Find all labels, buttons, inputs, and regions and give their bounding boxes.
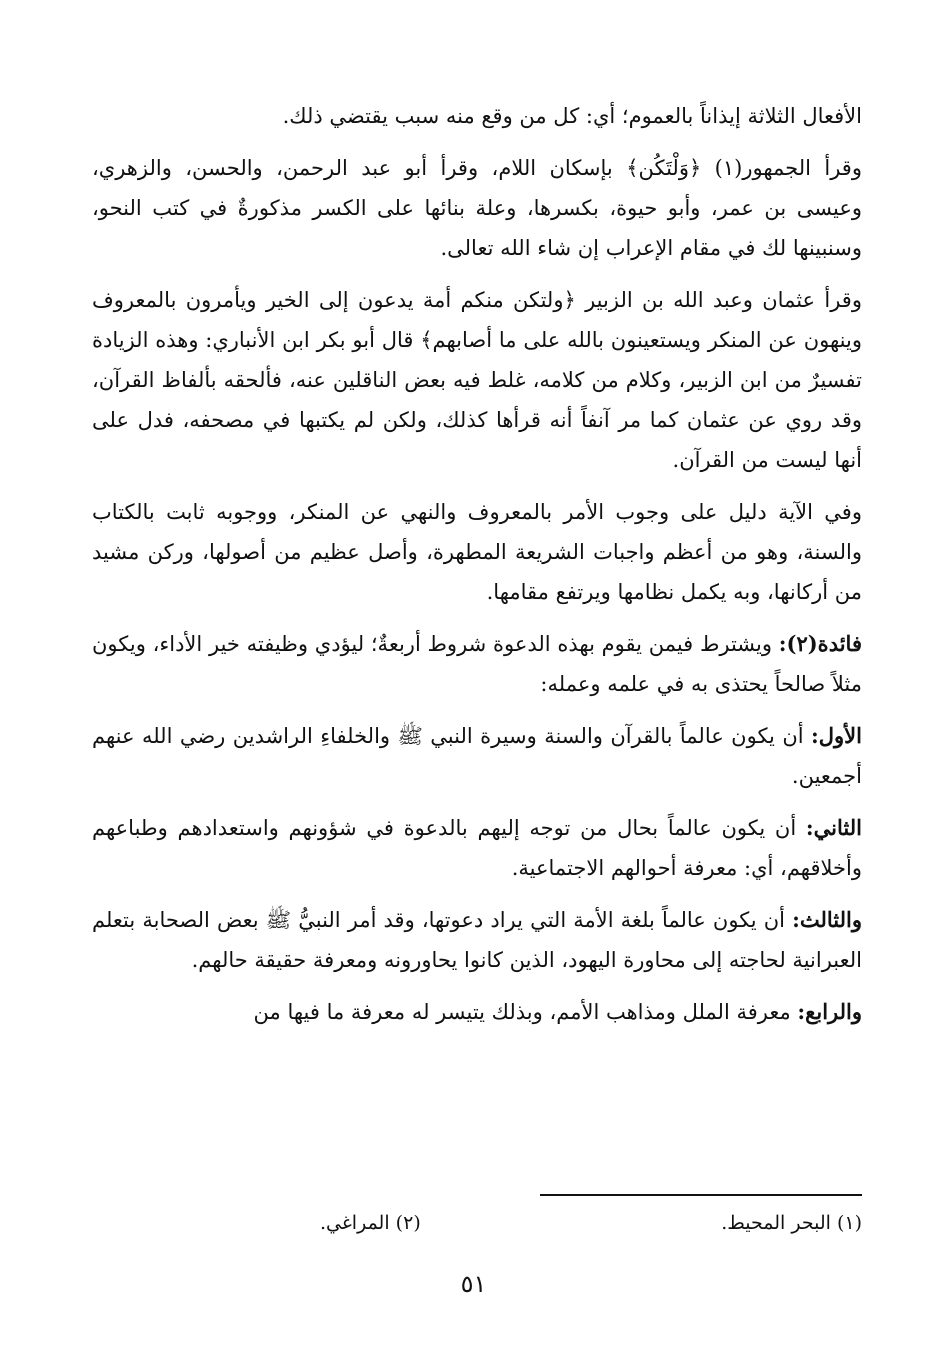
paragraph-5 bbox=[92, 624, 862, 704]
paragraph-text: الأفعال الثلاثة إيذاناً بالعموم؛ أي: كل من وقع منه سبب يقتضي ذلك. bbox=[282, 104, 862, 128]
footnote-divider bbox=[540, 1194, 862, 1196]
paragraph-lead: الأول: bbox=[811, 723, 862, 748]
paragraph-lead: والثالث: bbox=[792, 907, 862, 932]
paragraph-6 bbox=[92, 716, 862, 796]
paragraph-text: أن يكون عالماً بلغة الأمة التي يراد دعوتها، وقد أمر النبيُّ ﷺ بعض الصحابة بتعلم العبرانية لحاجته إلى محاورة اليهود، الذين كانوا يحاورونه ومعرفة حقيقة حالهم. bbox=[92, 908, 862, 972]
paragraph-lead: الثاني: bbox=[805, 815, 862, 840]
footnotes bbox=[320, 1208, 862, 1238]
paragraph-7 bbox=[92, 808, 862, 888]
paragraph-lead: والرابع: bbox=[797, 999, 862, 1024]
paragraph-text: وقرأ عثمان وعبد الله بن الزبير ﴿ولتكن منكم أمة يدعون إلى الخير ويأمرون بالمعروف وينهون عن المنكر ويستعينون بالله على ما أصابهم﴾ قال أبو بكر ابن الأنباري: وهذه الزيادة تفسيرٌ من ابن الزبير، وكلام من كلامه، غلط فيه بعض الناقلين عنه، فألحقه بألفاظ القرآن، وقد روي عن عثمان كما مر آنفاً أنه قرأها كذلك، ولكن لم يكتبها في مصحفه، فدل على أنها ليست من القرآن. bbox=[92, 288, 862, 472]
paragraph-1 bbox=[92, 96, 862, 136]
paragraph-text: وفي الآية دليل على وجوب الأمر بالمعروف والنهي عن المنكر، ووجوبه ثابت بالكتاب والسنة، وهو من أعظم واجبات الشريعة المطهرة، وأصل عظيم من أصولها، وركن مشيد من أركانها، وبه يكمل نظامها ويرتفع مقامها. bbox=[92, 500, 862, 604]
paragraph-text: وقرأ الجمهور(١) ﴿وَلْتَكُن﴾ بإسكان اللام، وقرأ أبو عبد الرحمن، والحسن، والزهري، وعيسى بن عمر، وأبو حيوة، بكسرها، وعلة بنائها على الكسر مذكورةٌ في كتب النحو، وسنبينها لك في مقام الإعراب إن شاء الله تعالى. bbox=[92, 156, 862, 260]
footnote-1: (١) البحر المحيط. bbox=[721, 1212, 862, 1234]
paragraph-4 bbox=[92, 492, 862, 612]
paragraph-8 bbox=[92, 900, 862, 980]
paragraph-2 bbox=[92, 148, 862, 268]
paragraph-text: أن يكون عالماً بالقرآن والسنة وسيرة النبي ﷺ والخلفاءِ الراشدين رضي الله عنهم أجمعين. bbox=[92, 724, 862, 788]
page-number: ٥١ bbox=[460, 1270, 487, 1298]
paragraph-9 bbox=[92, 992, 862, 1032]
paragraph-text: أن يكون عالماً بحال من توجه إليهم بالدعوة في شؤونهم واستعدادهم وطباعهم وأخلاقهم، أي: معرفة أحوالهم الاجتماعية. bbox=[92, 816, 862, 880]
paragraph-lead: فائدة(٢): bbox=[778, 631, 862, 656]
paragraph-3 bbox=[92, 280, 862, 480]
paragraph-text: ويشترط فيمن يقوم بهذه الدعوة شروط أربعةٌ؛ ليؤدي وظيفته خير الأداء، ويكون مثلاً صالحاً يحتذى به في علمه وعمله: bbox=[92, 632, 862, 696]
footnote-2: (٢) المراغي. bbox=[320, 1212, 421, 1234]
paragraph-text: معرفة الملل ومذاهب الأمم، وبذلك يتيسر له معرفة ما فيها من bbox=[253, 1000, 798, 1024]
page-body bbox=[92, 96, 862, 1044]
